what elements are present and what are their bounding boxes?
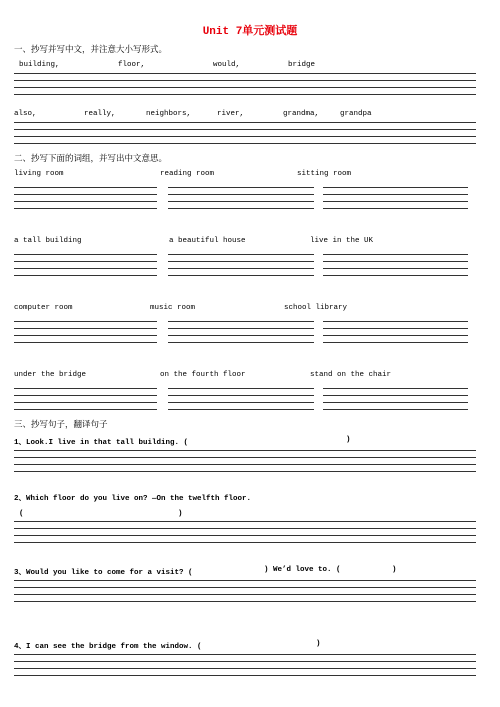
word-really: really, [84,110,116,118]
word-floor: floor, [118,61,146,69]
sentence-3-close: ) [392,566,397,574]
word-also: also, [14,110,37,118]
word-would: would, [213,61,241,69]
sentence-1-close: ) [346,436,351,444]
sentence-4: 4、I can see the bridge from the window. ( [14,643,202,651]
page-title: Unit 7单元测试题 [202,26,298,38]
phrase-reading-room: reading room [160,170,215,178]
word-neighbors: neighbors, [146,110,192,118]
section-2-heading: 二、抄写下面的词组，并写出中文意思。 [14,153,168,163]
phrase-beautiful-house: a beautiful house [169,237,246,245]
sentence-2: 2、Which floor do you live on? —On the twelfth floor. [14,495,252,503]
phrase-live-in-uk: live in the UK [310,237,374,245]
sentence-3: 3、Would you like to come for a visit? ( [14,569,193,577]
phrase-living-room: living room [14,170,64,178]
phrase-stand-on-chair: stand on the chair [310,371,392,379]
sentence-3-mid: ) We’d love to. ( [264,566,341,574]
sentence-2-close: ) [178,510,183,518]
sentence-4-close: ) [316,640,321,648]
section-3-heading: 三、抄写句子，翻译句子 [14,419,108,429]
phrase-computer-room: computer room [14,304,73,312]
word-river: river, [217,110,245,118]
phrase-music-room: music room [150,304,196,312]
word-bridge: bridge [288,61,316,69]
phrase-sitting-room: sitting room [297,170,352,178]
phrase-tall-building: a tall building [14,237,82,245]
section-1-heading: 一、抄写并写中文，并注意大小写形式。 [14,44,168,54]
phrase-school-library: school library [284,304,348,312]
word-grandma: grandma, [283,110,320,118]
sentence-2-open: ( [19,510,24,518]
word-building: building, [19,61,60,69]
phrase-under-bridge: under the bridge [14,371,87,379]
phrase-fourth-floor: on the fourth floor [160,371,246,379]
sentence-1: 1、Look.I live in that tall building. ( [14,439,189,447]
word-grandpa: grandpa [340,110,372,118]
